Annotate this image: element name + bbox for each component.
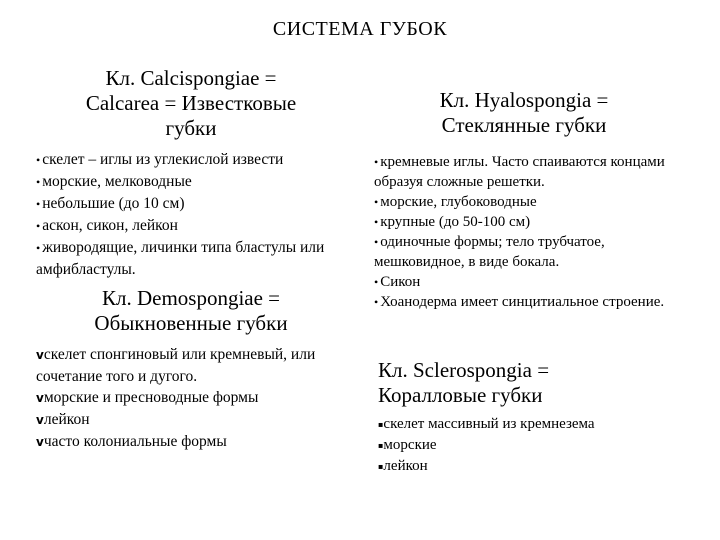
heading-line: Обыкновенные губки	[94, 311, 288, 335]
list-item: • живородящие, личинки типа бластулы или амфибластулы.	[36, 239, 325, 278]
heading-line: Кл. Demospongiae =	[101, 286, 281, 310]
bullet-icon: •	[374, 295, 379, 309]
checkmark-bullet-icon: v	[36, 413, 44, 427]
checkmark-bullet-icon: v	[36, 391, 44, 405]
heading-line: Стеклянные губки	[441, 113, 607, 137]
bullet-icon: •	[36, 197, 41, 211]
list-item: ▪лейкон	[378, 458, 428, 475]
list-item: • скелет – иглы из углекислой извести	[36, 151, 284, 168]
trait-list	[36, 149, 346, 280]
class-heading	[378, 358, 678, 408]
list-item: • морские, мелководные	[36, 173, 192, 190]
list-item: vлейкон	[36, 411, 90, 428]
list-item: ▪скелет массивный из кремнезема	[378, 416, 595, 432]
list-item: • аскон, сикон, лейкон	[36, 217, 178, 234]
bullet-icon: •	[36, 153, 41, 167]
square-bullet-icon: ▪	[378, 420, 384, 430]
bullet-icon: •	[374, 275, 379, 289]
list-item: • морские, глубоководные	[374, 194, 537, 210]
class-demospongiae	[36, 286, 346, 453]
bullet-icon: •	[374, 195, 379, 209]
list-item: • небольшие (до 10 см)	[36, 195, 185, 212]
checkmark-bullet-icon: v	[36, 435, 44, 449]
square-bullet-icon: ▪	[378, 441, 384, 451]
trait-list	[374, 152, 674, 312]
list-item: vскелет спонгиновый или кремневый, или сочетание того и дугого.	[36, 346, 316, 385]
list-item: ▪морские	[378, 437, 437, 454]
list-item: • Хоанодерма имеет синцитиальное строение.	[374, 294, 665, 310]
bullet-icon: •	[36, 219, 41, 233]
list-item: vморские и пресноводные формы	[36, 389, 259, 406]
heading-line: Кл. Sclerospongia =	[378, 358, 550, 382]
list-item: vчасто колониальные формы	[36, 433, 227, 450]
list-item: • крупные (до 50-100 см)	[374, 214, 531, 230]
checkmark-bullet-icon: v	[36, 348, 44, 362]
heading-line: Calcarea = Известковые	[85, 91, 297, 115]
class-heading	[36, 66, 346, 141]
class-hyalospongia	[374, 88, 674, 312]
bullet-icon: •	[36, 241, 41, 255]
trait-list	[378, 414, 678, 477]
class-calcispongiae	[36, 66, 346, 280]
class-sclerospongia	[378, 358, 678, 477]
list-item: • Сикон	[374, 274, 421, 290]
bullet-icon: •	[36, 175, 41, 189]
bullet-icon: •	[374, 155, 379, 169]
heading-line: Кл. Hyalospongia =	[439, 88, 609, 112]
list-item: • кремневые иглы. Часто спаиваются концами образуя сложные решетки.	[374, 154, 665, 190]
class-heading	[36, 286, 346, 336]
heading-line: губки	[165, 116, 217, 140]
heading-line: Кл. Calcispongiae =	[105, 66, 277, 90]
class-heading	[374, 88, 674, 138]
bullet-icon: •	[374, 235, 379, 249]
bullet-icon: •	[374, 215, 379, 229]
list-item: • одиночные формы; тело трубчатое, мешковидное, в виде бокала.	[374, 234, 605, 270]
trait-list	[36, 344, 346, 453]
page-title: СИСТЕМА ГУБОК	[272, 18, 448, 40]
square-bullet-icon: ▪	[378, 462, 384, 472]
heading-line: Коралловые губки	[378, 383, 543, 407]
